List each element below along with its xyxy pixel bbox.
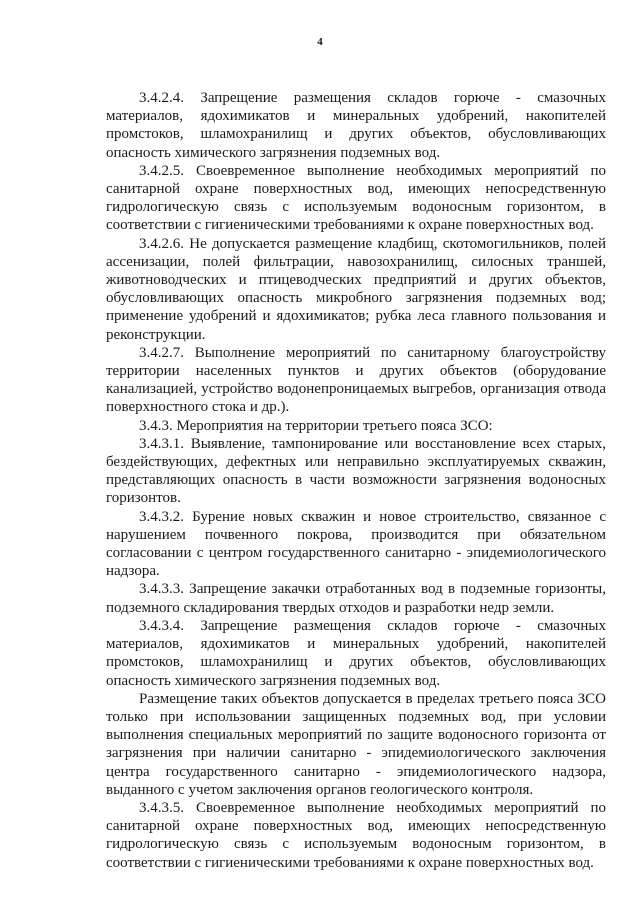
document-body: [106, 89, 606, 872]
paragraph-3-4-3-3: 3.4.3.3. Запрещение закачки отработанных вод в подземные горизонты, подземного складирования твердых отходов и разработки недр земли.: [106, 581, 606, 616]
paragraph-3-4-2-5: 3.4.2.5. Своевременное выполнение необходимых мероприятий по санитарной охране поверхностных вод, имеющих непосредственную гидрологическую связь с используемым водоносным горизонтом, в соответствии с гигиеническими требованиями к охране поверхностных вод.: [106, 162, 606, 234]
paragraph-3-4-2-7: 3.4.2.7. Выполнение мероприятий по санитарному благоустройству территории населенных пунктов и других объектов (оборудование канализацией, устройство водонепроницаемых выгребов, организация отвода поверхностного стока и др.).: [106, 344, 606, 416]
paragraph-3-4-2-4: 3.4.2.4. Запрещение размещения складов горюче - смазочных материалов, ядохимикатов и минеральных удобрений, накопителей промстоков, шламохранилищ и других объектов, обусловливающих опасность химического загрязнения подземных вод.: [106, 90, 606, 161]
paragraph-3-4-3-2: 3.4.3.2. Бурение новых скважин и новое строительство, связанное с нарушением почвенного покрова, производится при обязательном согласовании с центром государственного санитарно - эпидемиологического надзора.: [106, 508, 606, 580]
paragraph-3-4-2-6: 3.4.2.6. Не допускается размещение кладбищ, скотомогильников, полей ассенизации, полей фильтрации, навозохранилищ, силосных траншей, животноводческих и птицеводческих предприятий и других объектов, обусловливающих опасность микробного загрязнения подземных вод; применение удобрений и ядохимикатов; рубка леса главного пользования и реконструкции.: [106, 235, 606, 343]
paragraph-placement-conditions: Размещение таких объектов допускается в пределах третьего пояса ЗСО только при использовании защищенных подземных вод, при условии выполнения специальных мероприятий по защите водоносного горизонта от загрязнения при наличии санитарно - эпидемиологического заключения центра государственного санитарно - эпидемиологического надзора, выданного с учетом заключения органов геологического контроля.: [106, 690, 606, 798]
paragraph-3-4-3-4: 3.4.3.4. Запрещение размещения складов горюче - смазочных материалов, ядохимикатов и минеральных удобрений, накопителей промстоков, шламохранилищ и других объектов, обусловливающих опасность химического загрязнения подземных вод.: [106, 617, 606, 689]
page-number: 4: [317, 36, 323, 48]
paragraph-3-4-3-5: 3.4.3.5. Своевременное выполнение необходимых мероприятий по санитарной охране поверхностных вод, имеющих непосредственную гидрологическую связь с используемым водоносным горизонтом, в соответствии с гигиеническими требованиями к охране поверхностных вод.: [106, 799, 606, 871]
paragraph-3-4-3-1: 3.4.3.1. Выявление, тампонирование или восстановление всех старых, бездействующих, дефектных или неправильно эксплуатируемых скважин, представляющих опасность в части возможности загрязнения водоносных горизонтов.: [106, 435, 606, 507]
section-heading-3-4-3: 3.4.3. Мероприятия на территории третьего пояса ЗСО:: [139, 417, 493, 434]
